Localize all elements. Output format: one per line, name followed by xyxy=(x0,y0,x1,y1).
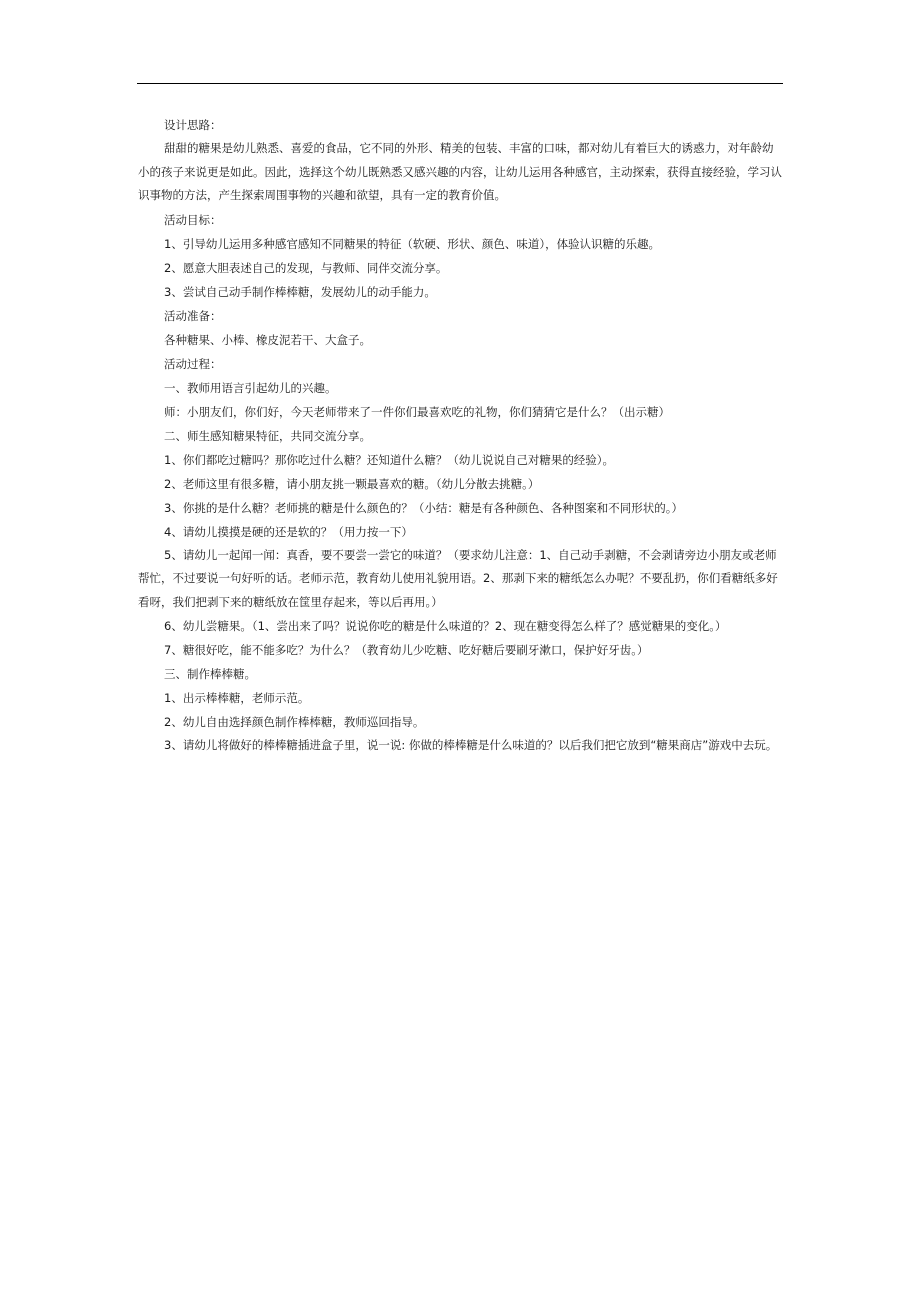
section-heading-preparation: 活动准备： xyxy=(164,308,222,323)
section-heading-goals: 活动目标： xyxy=(164,212,222,227)
teacher-intro-line: 师：小朋友们，你们好，今天老师带来了一件你们最喜欢吃的礼物，你们猜猜它是什么？（出示糖） xyxy=(164,404,670,419)
process-step-2-item-4: 4、请幼儿摸摸是硬的还是软的？（用力按一下） xyxy=(164,524,413,539)
goal-item-1: 1、引导幼儿运用多种感官感知不同糖果的特征（软硬、形状、颜色、味道），体验认识糖的乐趣。 xyxy=(164,236,661,251)
header-rule xyxy=(137,83,783,84)
process-step-2-item-5: 5、请幼儿一起闻一闻：真香，要不要尝一尝它的味道？（要求幼儿注意：1、自己动手剥糖，不会剥请旁边小朋友或老师帮忙，不过要说一句好听的话。老师示范，教育幼儿使用礼貌用语。2、那剥下来的糖纸怎么办呢？不要乱扔，你们看糖纸多好看呀，我们把剥下来的糖纸放在筐里存起来，等以后再用。） xyxy=(138,547,778,609)
goal-item-3: 3、尝试自己动手制作棒棒糖，发展幼儿的动手能力。 xyxy=(164,284,436,299)
design-rationale-paragraph: 甜甜的糖果是幼儿熟悉、喜爱的食品，它不同的外形、精美的包装、丰富的口味，都对幼儿有着巨大的诱惑力，对年龄幼小的孩子来说更是如此。因此，选择这个幼儿既熟悉又感兴趣的内容，让幼儿运用各种感官，主动探索，获得直接经验，学习认识事物的方法，产生探索周围事物的兴趣和欲望，具有一定的教育价值。 xyxy=(138,141,782,202)
process-step-2-item-3: 3、你挑的是什么糖？老师挑的糖是什么颜色的？（小结：糖是有各种颜色、各种图案和不同形状的。） xyxy=(164,500,684,515)
process-step-2-item-7: 7、糖很好吃，能不能多吃？为什么？（教育幼儿少吃糖、吃好糖后要刷牙漱口，保护好牙齿。） xyxy=(164,643,649,657)
document-body xyxy=(138,113,784,758)
process-step-3-item-3: 3、请幼儿将做好的棒棒糖插进盒子里，说一说: 你做的棒棒糖是什么味道的？以后我们把它放到“糖果商店”游戏中去玩。 xyxy=(164,738,778,752)
goal-item-2: 2、愿意大胆表述自己的发现，与教师、同伴交流分享。 xyxy=(164,260,448,275)
preparation-materials: 各种糖果、小棒、橡皮泥若干、大盒子。 xyxy=(164,332,371,347)
process-step-2-heading: 二、师生感知糖果特征，共同交流分享。 xyxy=(164,428,371,443)
process-step-2-item-1: 1、你们都吃过糖吗？那你吃过什么糖？还知道什么糖？（幼儿说说自己对糖果的经验）。 xyxy=(164,452,615,467)
process-step-2-item-2: 2、老师这里有很多糖，请小朋友挑一颗最喜欢的糖。（幼儿分散去挑糖。） xyxy=(164,476,540,491)
process-step-2-item-6: 6、幼儿尝糖果。（1、尝出来了吗？说说你吃的糖是什么味道的？2、现在糖变得怎么样了？感觉糖果的变化。） xyxy=(164,619,727,633)
process-step-3-item-2: 2、幼儿自由选择颜色制作棒棒糖，教师巡回指导。 xyxy=(164,715,425,729)
process-step-3-heading: 三、制作棒棒糖。 xyxy=(164,667,256,681)
process-step-1-heading: 一、教师用语言引起幼儿的兴趣。 xyxy=(164,380,337,395)
section-heading-process: 活动过程： xyxy=(164,356,222,371)
section-heading-design: 设计思路： xyxy=(164,118,222,132)
process-step-3-item-1: 1、出示棒棒糖，老师示范。 xyxy=(164,691,310,705)
